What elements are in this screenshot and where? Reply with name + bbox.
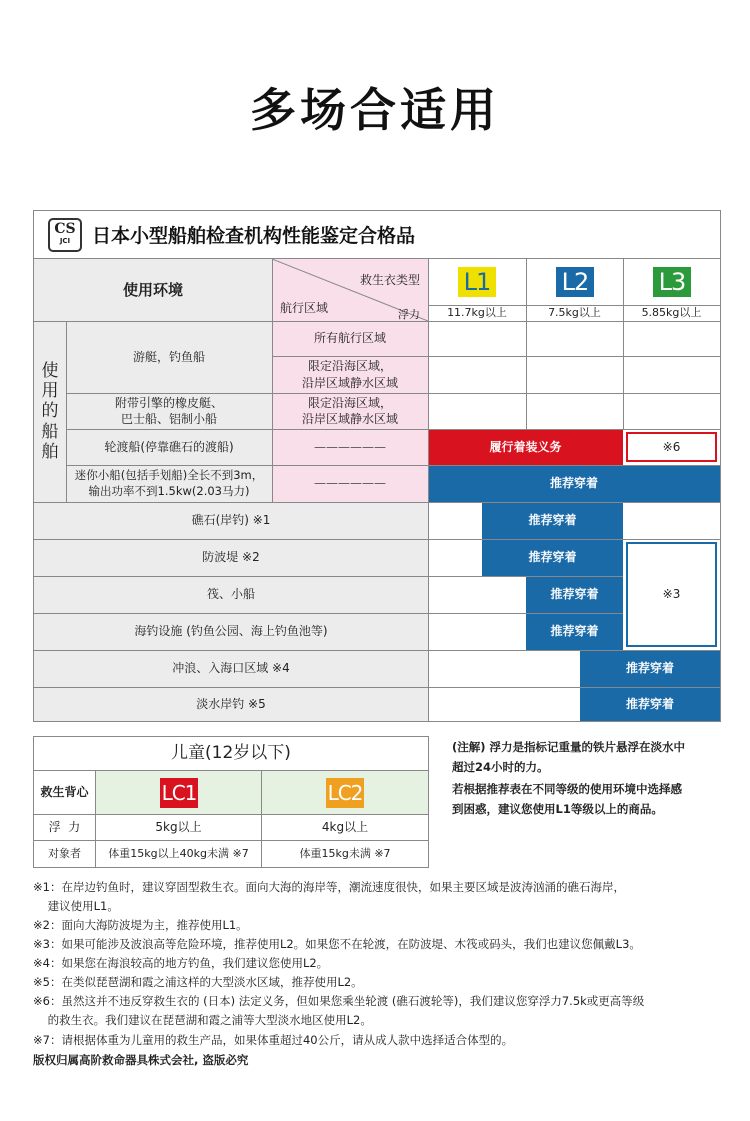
rock-reco: 推荐穿着: [482, 502, 623, 539]
row-yacht-area-b: 限定沿海区域， 沿岸区域静水区域: [272, 356, 428, 393]
raft-reco: 推荐穿着: [526, 576, 623, 613]
area-label: 航行区域: [280, 301, 329, 315]
lc1-buoyancy: 5kg以上: [96, 815, 262, 841]
lc1-cell: [96, 771, 262, 815]
kids-table: [33, 736, 429, 868]
row-raft-label: 筏、小船: [34, 576, 428, 613]
type-l1-cell: [428, 259, 526, 305]
type-l3-cell: [623, 259, 720, 305]
lc2-buoyancy: 4kg以上: [262, 815, 428, 841]
row-dinghy-label: 附带引擎的橡皮艇、 巴士船、铝制小船: [66, 393, 272, 429]
lc1-target: 体重15kg以上40kg未满 ※7: [96, 841, 262, 867]
buoyancy-label: 浮力: [398, 308, 420, 321]
footnote-1: ※1：在岸边钓鱼时，建议穿固型救生衣。面向大海的海岸等，潮流速度很快，如果主要区域是波涛汹涌的礁石海岸，: [33, 880, 625, 894]
l3-badge: L3: [653, 267, 691, 297]
type-label: 救生衣类型: [359, 273, 420, 287]
footnote-4: ※4：如果您在海浪较高的地方钓鱼，我们建议您使用L2。: [33, 956, 329, 970]
row-mini-boat-label: 迷你小船(包括手划船)全长不到3m， 输出功率不到1.5kw(2.03马力): [66, 465, 272, 502]
row-breakwater-label: 防波堤 ※2: [34, 539, 428, 576]
lc2-cell: [262, 771, 428, 815]
l3-buoyancy: 5.85kg以上: [641, 305, 702, 319]
row-freshwater-label: 淡水岸钓 ※5: [34, 687, 428, 721]
footnote-2: ※2：面向大海防波堤为主，推荐使用L1。: [33, 918, 248, 932]
lc2-target: 体重15kg未满 ※7: [299, 846, 391, 860]
kids-target-label: 对象者: [34, 841, 96, 867]
note-line-3: 若根据推荐表在不同等级的使用环境中选择感: [452, 782, 682, 796]
diag-header-cell: [272, 259, 428, 321]
row-mini-boat-area: ——————: [272, 465, 428, 502]
suitability-table: [33, 210, 721, 722]
cert-header: [34, 211, 720, 259]
lc2-badge: LC2: [326, 778, 364, 808]
cs-jci-logo: CS JCI: [48, 218, 82, 252]
footnote-5: ※5：在类似琵琶湖和霞之浦这样的大型淡水区域，推荐使用L2。: [33, 975, 363, 989]
footnote-6: ※6：虽然这并不违反穿救生衣的 (日本) 法定义务，但如果您乘坐轮渡 (礁石渡轮等)，我们建议您穿浮力7.5k或更高等级: [33, 994, 645, 1008]
freshwater-reco: 推荐穿着: [580, 687, 720, 721]
note-line-1: (注解) 浮力是指标记重量的铁片悬浮在淡水中: [452, 740, 686, 754]
surf-reco: 推荐穿着: [580, 650, 720, 687]
l2-badge: L2: [556, 267, 594, 297]
row-rock-label: 礁石(岸钓) ※1: [34, 502, 428, 539]
row-yacht-area-a: 所有航行区域: [272, 321, 428, 356]
row-ferry-label: 轮渡船(停靠礁石的渡船): [66, 429, 272, 465]
l2-buoyancy: 7.5kg以上: [548, 305, 601, 319]
kids-title: 儿童(12岁以下): [34, 737, 428, 771]
note-line-4: 到困惑，建议您使用L1等级以上的商品。: [452, 802, 663, 816]
footnote-7: ※7：请根据体重为儿童用的救生产品，如果体重超过40公斤，请从成人款中选择适合体型的。: [33, 1033, 514, 1047]
mini-boat-reco: 推荐穿着: [428, 465, 720, 502]
footnote-1b: 建议使用L1。: [33, 899, 119, 913]
vest-label: 救生背心: [34, 771, 96, 815]
row-surf-label: 冲浪、入海口区域 ※4: [34, 650, 428, 687]
ship-label: 使 用 的 船 舶: [34, 321, 66, 502]
l1-badge: L1: [458, 267, 496, 297]
breakwater-reco: 推荐穿着: [482, 539, 623, 576]
ferry-note: ※6: [626, 432, 717, 462]
lc1-badge: LC1: [160, 778, 198, 808]
row-yacht-label: 游艇，钓鱼船: [66, 321, 272, 393]
row-facility-label: 海钓设施 (钓鱼公园、海上钓鱼池等): [34, 613, 428, 650]
type-l2-cell: [526, 259, 623, 305]
footnote-6b: 的救生衣。我们建议在琵琶湖和霞之浦等大型淡水地区使用L2。: [33, 1013, 372, 1027]
row-dinghy-area: 限定沿海区域， 沿岸区域静水区域: [272, 393, 428, 429]
facility-reco: 推荐穿着: [526, 613, 623, 650]
kids-buoyancy-label: 浮 力: [34, 815, 96, 841]
l1-buoyancy: 11.7kg以上: [447, 305, 507, 319]
row-ferry-area: ——————: [272, 429, 428, 465]
page-title: 多场合适用: [250, 83, 500, 137]
cert-title: 日本小型船舶检查机构性能鉴定合格品: [92, 225, 416, 247]
env-header: 使用环境: [34, 259, 272, 321]
note-line-2: 超过24小时的力。: [452, 760, 549, 774]
copyright: 版权归属高阶救命器具株式会社, 盗版必究: [33, 1053, 249, 1067]
note3-cell: ※3: [626, 542, 717, 647]
ferry-obligation: 履行着装义务: [428, 429, 623, 465]
footnote-3: ※3：如果可能涉及波浪高等危险环境，推荐使用L2。如果您不在轮渡，在防波堤、木筏或码头，我们也建议您佩戴L3。: [33, 937, 641, 951]
